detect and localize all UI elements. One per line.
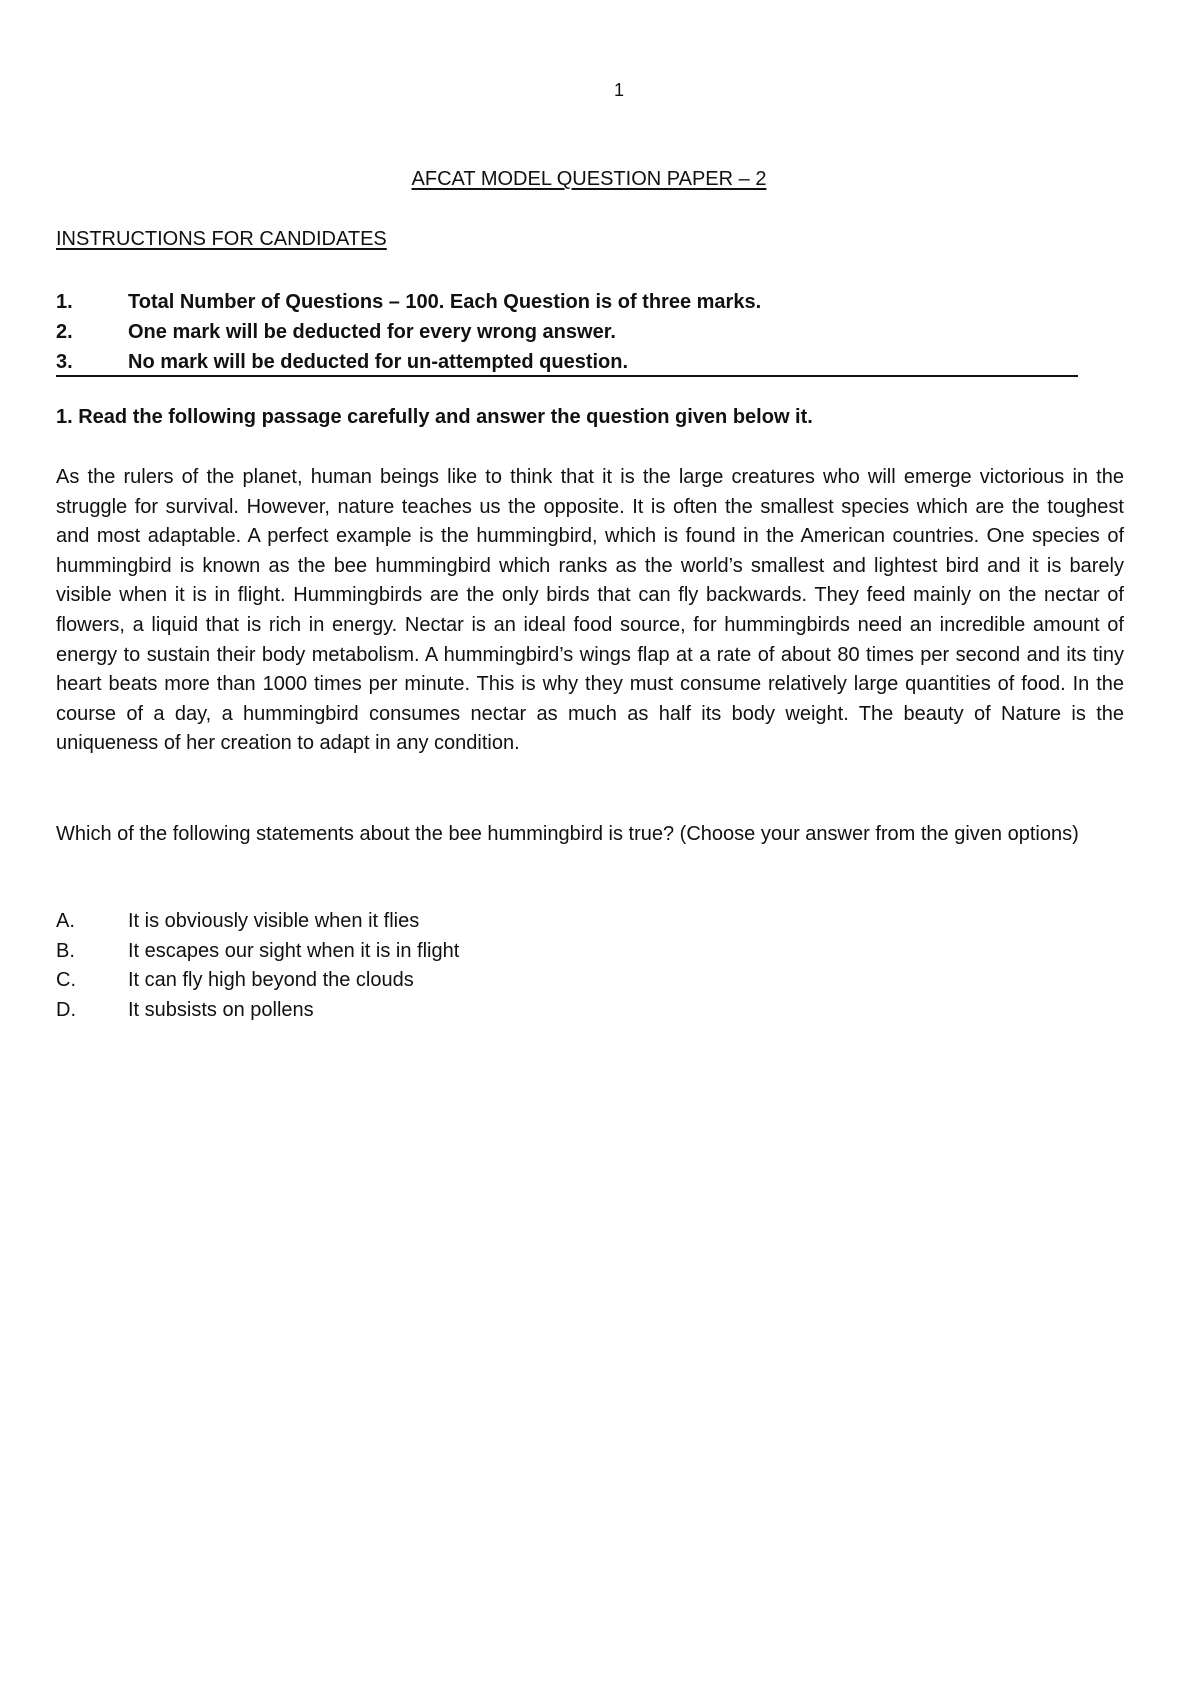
instruction-number: 1. xyxy=(56,291,73,313)
question-heading: 1. Read the following passage carefully and answer the question given below it. xyxy=(56,406,813,428)
option-letter: B. xyxy=(56,939,75,962)
question-prompt: Which of the following statements about the bee hummingbird is true? (Choose your answer from the given options) xyxy=(56,823,1079,845)
instructions-list xyxy=(56,287,1078,377)
option-text: It can fly high beyond the clouds xyxy=(128,969,414,992)
option-text: It subsists on pollens xyxy=(128,998,314,1021)
instruction-item xyxy=(56,317,1078,347)
instruction-number: 2. xyxy=(56,321,73,343)
answer-options xyxy=(56,907,459,1025)
instruction-item xyxy=(56,287,1078,317)
instruction-number: 3. xyxy=(56,351,73,373)
answer-option-d xyxy=(56,996,459,1026)
instruction-text: No mark will be deducted for un-attempted question. xyxy=(128,351,629,373)
option-letter: A. xyxy=(56,910,75,932)
option-text: It escapes our sight when it is in flight xyxy=(128,939,460,962)
answer-option-a xyxy=(56,907,459,937)
option-letter: D. xyxy=(56,998,76,1021)
paper-title: AFCAT MODEL QUESTION PAPER – 2 xyxy=(411,168,767,190)
instruction-text: Total Number of Questions – 100. Each Question is of three marks. xyxy=(128,291,762,313)
instructions-heading: INSTRUCTIONS FOR CANDIDATES xyxy=(56,228,387,250)
option-letter: C. xyxy=(56,969,76,992)
answer-option-c xyxy=(56,966,459,996)
instruction-text: One mark will be deducted for every wrong answer. xyxy=(128,321,616,343)
page-number: 1 xyxy=(613,80,624,100)
instruction-item xyxy=(56,347,1078,377)
passage-text: As the rulers of the planet, human beings like to think that it is the large creatures who will emerge victorious in the struggle for survival. However, nature teaches us the opposite. It is often the smallest species which are the toughest and most adaptable. A perfect example is the hummingbird, which is found in the American countries. One species of hummingbird is known as the bee hummingbird which ranks as the world’s smallest and lightest bird and it is barely visible when it is in flight. Hummingbirds are the only birds that can fly backwards. They feed mainly on the nectar of flowers, a liquid that is rich in energy. Nectar is an ideal food source, for hummingbirds need an incredible amount of energy to sustain their body metabolism. A hummingbird’s wings flap at a rate of about 80 times per second and its tiny heart beats more than 1000 times per minute. This is why they must consume relatively large quantities of food. In the course of a day, a hummingbird consumes nectar as much as half its body weight. The beauty of Nature is the uniqueness of her creation to adapt in any condition. xyxy=(56,466,1124,755)
answer-option-b xyxy=(56,937,459,967)
option-text: It is obviously visible when it flies xyxy=(128,910,420,932)
